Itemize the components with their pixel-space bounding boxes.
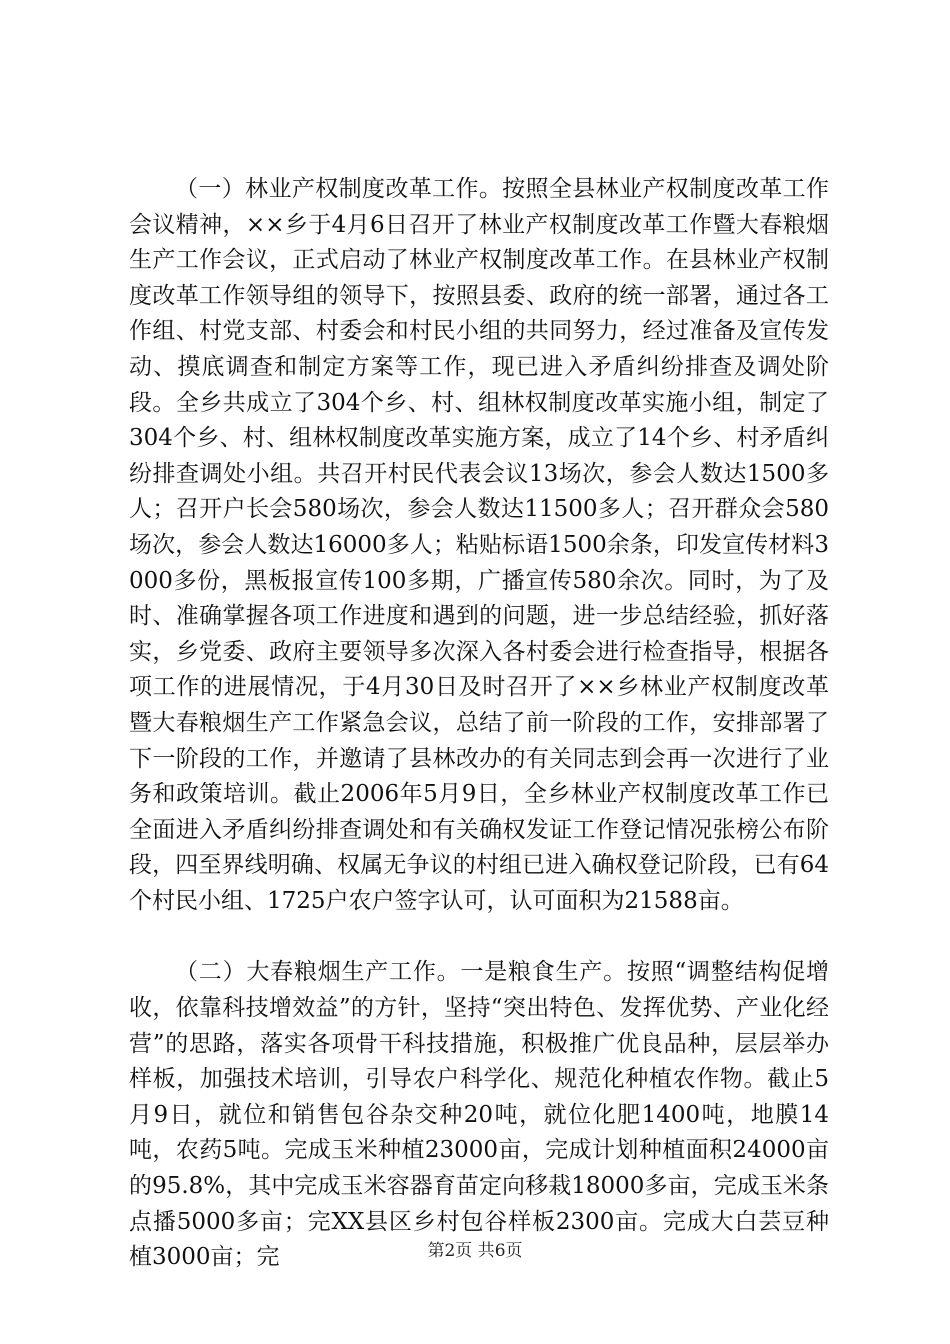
page-footer: 第2页 共6页 (427, 1241, 523, 1261)
document-body (129, 172, 829, 1276)
paragraph-forestry-reform: （一）林业产权制度改革工作。按照全县林业产权制度改革工作会议精神，××乡于4月6日召开了林业产权制度改革工作暨大春粮烟生产工作会议，正式启动了林业产权制度改革工作。在县林业产权制度改革工作领导组的领导下，按照县委、政府的统一部署，通过各工作组、村党支部、村委会和村民小组的共同努力，经过准备及宣传发动、摸底调查和制定方案等工作，现已进入矛盾纠纷排查及调处阶段。全乡共成立了304个乡、村、组林权制度改革实施小组，制定了304个乡、村、组林权制度改革实施方案，成立了14个乡、村矛盾纠纷排查调处小组。共召开村民代表会议13场次，参会人数达1500多人；召开户长会580场次，参会人数达11500多人；召开群众会580场次，参会人数达16000多人；粘贴标语1500余条，印发宣传材料3000多份，黑板报宣传100多期，广播宣传580余次。同时，为了及时、准确掌握各项工作进度和遇到的问题，进一步总结经验，抓好落实，乡党委、政府主要领导多次深入各村委会进行检查指导，根据各项工作的进展情况，于4月30日及时召开了××乡林业产权制度改革暨大春粮烟生产工作紧急会议，总结了前一阶段的工作，安排部署了下一阶段的工作，并邀请了县林改办的有关同志到会再一次进行了业务和政策培训。截止2006年5月9日，全乡林业产权制度改革工作已全面进入矛盾纠纷排查调处和有关确权发证工作登记情况张榜公布阶段，四至界线明确、权属无争议的村组已进入确权登记阶段，已有64个村民小组、1725户农户签字认可，认可面积为21588亩。 (129, 176, 829, 914)
paragraph-grain-tobacco-production: （二）大春粮烟生产工作。一是粮食生产。按照“调整结构促增收，依靠科技增效益”的方针，坚持“突出特色、发挥优势、产业化经营”的思路，落实各项骨干科技措施，积极推广优良品种，层层举办样板，加强技术培训，引导农户科学化、规范化种植农作物。截止5月9日，就位和销售包谷杂交种20吨，就位化肥1400吨，地膜14吨，农药5吨。完成玉米种植23000亩，完成计划种植面积24000亩的95.8%，其中完成玉米容器育苗定向移栽18000多亩，完成玉米条点播5000多亩；完XX县区乡村包谷样板2300亩。完成大白芸豆种植3000亩；完 (129, 959, 829, 1271)
